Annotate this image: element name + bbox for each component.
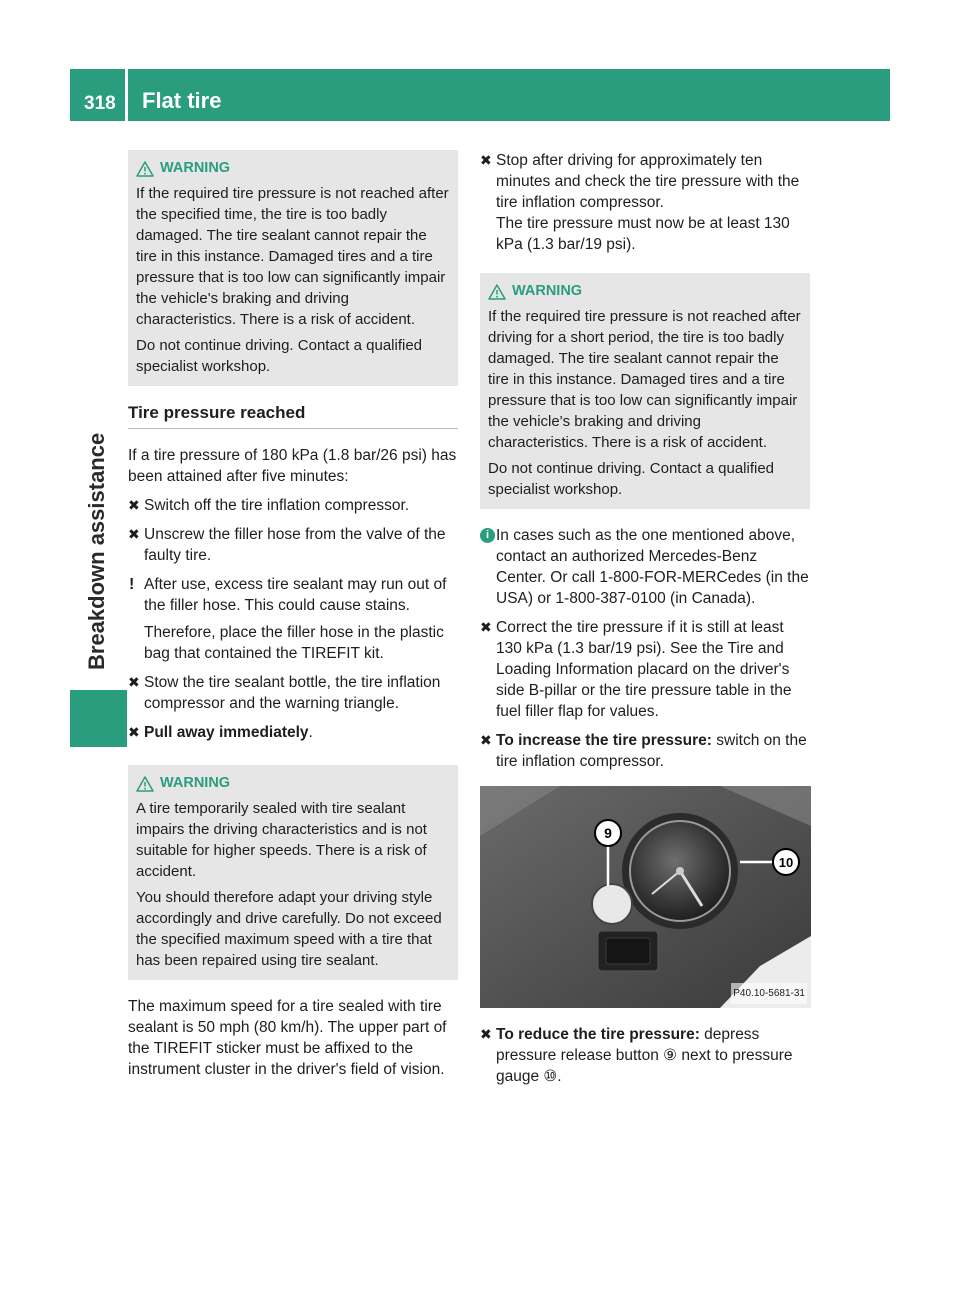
step-item: ✖ Pull away immediately. (128, 724, 313, 741)
warning-text: If the required tire pressure is not reached after the specified time, the tire is too badly damaged. The tire sealant cannot repair the tire in this instance. Damaged tires and a tire pressure that is too low can significantly impair the vehicle's braking and driving characteristics. There is a risk of accident. (136, 185, 449, 328)
warning-triangle-icon (488, 284, 506, 300)
header-divider (125, 69, 128, 121)
callout-label-10: 10 (778, 855, 794, 870)
step-arrow-icon: ✖ (480, 732, 492, 748)
info-note: i In cases such as the one mentioned above, contact an authorized Mercedes-Benz Center. Or call 1-800-FOR-MERCedes (in the USA) or 1-800-387-0100 (in Canada). (480, 525, 810, 609)
side-tab (70, 690, 127, 747)
figure-code: P40.10-5681-31 (731, 983, 807, 1004)
exclamation-icon: ! (129, 576, 135, 593)
warning-box (480, 273, 810, 509)
warning-triangle-icon (136, 161, 154, 177)
warning-heading: WARNING (136, 158, 450, 179)
step-item: ✖ To increase the tire pressure: switch on the tire inflation compressor. (480, 732, 807, 770)
step-item: ✖ Switch off the tire inflation compressor. (128, 497, 410, 514)
warning-heading: WARNING (488, 281, 802, 302)
page-number: 318 (84, 93, 116, 114)
step-item: ✖ Unscrew the filler hose from the valve of the faulty tire. (128, 526, 446, 564)
step-item: ✖ Stop after driving for approximately ten minutes and check the tire pressure with the tire inflation compressor. (480, 152, 800, 211)
step-item: ✖ Correct the tire pressure if it is still at least 130 kPa (1.3 bar/19 psi). See the Tire and Loading Information placard on the driver's side B-pillar or the tire pressure table in the fuel filler flap for values. (480, 619, 792, 720)
section-heading: Tire pressure reached (128, 402, 458, 429)
warning-text: If the required tire pressure is not reached after driving for a short period, the tire is too badly damaged. The tire sealant cannot repair the tire in this instance. Damaged tires and a tire pressure that is too low can significantly impair the vehicle's braking and driving characteristics. There is a risk of accident. (488, 308, 801, 451)
warning-text: Do not continue driving. Contact a qualified specialist workshop. (136, 337, 423, 375)
body-text: The maximum speed for a tire sealed with tire sealant is 50 mph (80 km/h). The upper part of the TIREFIT sticker must be affixed to the instrument cluster in the driver's field of vision. (128, 998, 447, 1078)
compressor-illustration (480, 786, 811, 1008)
warning-heading: WARNING (136, 773, 450, 794)
warning-text: You should therefore adapt your driving style accordingly and drive carefully. Do not exceed the specified maximum speed with a tire that has been repaired using tire sealant. (136, 889, 442, 969)
info-icon: i (480, 528, 495, 543)
step-arrow-icon: ✖ (480, 619, 492, 635)
step-arrow-icon: ✖ (128, 724, 140, 740)
body-text: If a tire pressure of 180 kPa (1.8 bar/26 psi) has been attained after five minutes: (128, 447, 457, 485)
step-arrow-icon: ✖ (128, 674, 140, 690)
warning-text: Do not continue driving. Contact a qualified specialist workshop. (488, 460, 775, 498)
step-item-continuation: The tire pressure must now be at least 130 kPa (1.3 bar/19 psi). (496, 215, 790, 253)
callout-label-9: 9 (604, 825, 612, 841)
page-title: Flat tire (142, 88, 222, 113)
step-arrow-icon: ✖ (480, 1026, 492, 1042)
step-item: ✖ Stow the tire sealant bottle, the tire inflation compressor and the warning triangle. (128, 674, 441, 712)
step-arrow-icon: ✖ (128, 526, 140, 542)
warning-text: A tire temporarily sealed with tire sealant impairs the driving characteristics and is not suitable for higher speeds. There is a risk of accident. (136, 800, 427, 880)
warning-triangle-icon (136, 776, 154, 792)
step-item: ✖ To reduce the tire pressure: depress pressure release button ⑨ next to pressure gauge ⑩. (480, 1026, 793, 1085)
caution-note: ! After use, excess tire sealant may run out of the filler hose. This could cause stains. Therefore, place the filler hose in the plastic bag that contained the TIREFIT kit. (129, 576, 447, 662)
warning-box (128, 150, 458, 386)
left-column (128, 150, 458, 1088)
step-arrow-icon: ✖ (480, 152, 492, 168)
warning-box (128, 765, 458, 980)
compressor-photo (480, 786, 811, 1008)
step-arrow-icon: ✖ (128, 497, 140, 513)
side-section-label-text: Breakdown assistance (84, 432, 109, 670)
right-column (480, 150, 810, 1095)
